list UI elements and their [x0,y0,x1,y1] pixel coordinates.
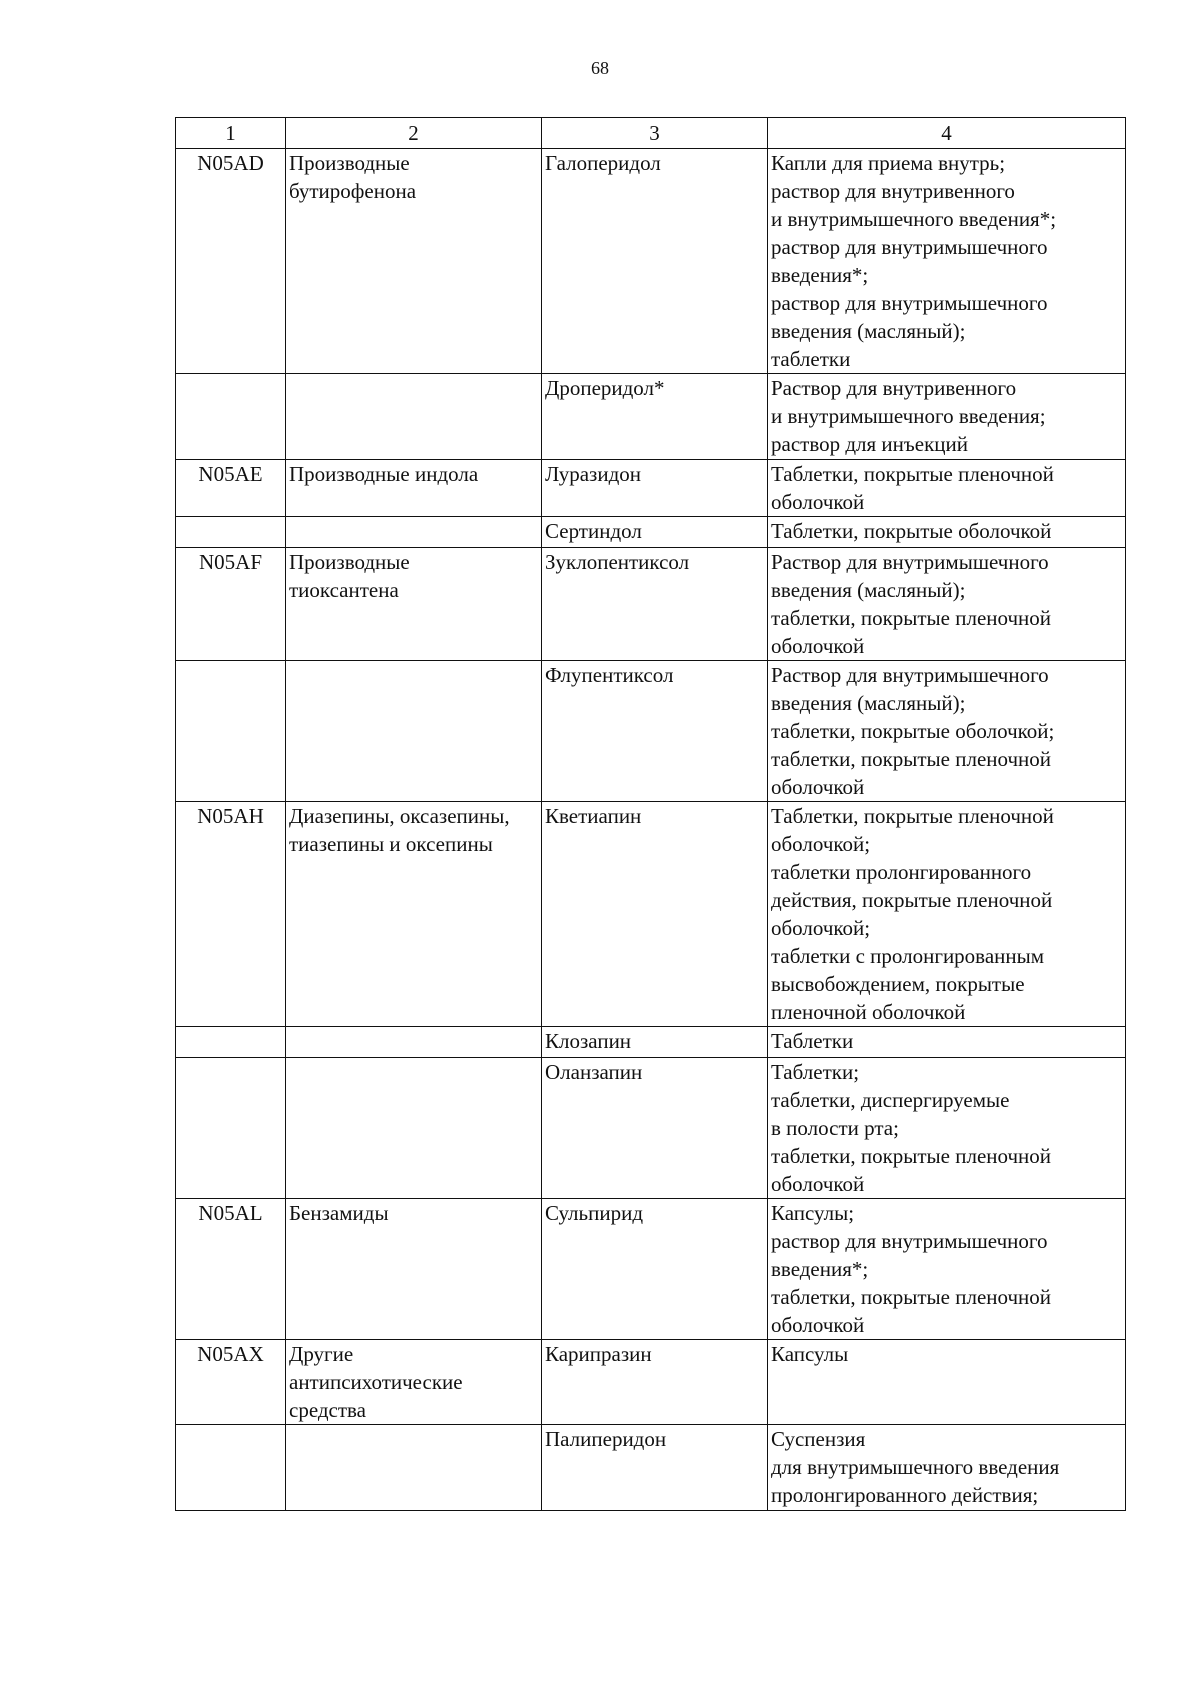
dosage-form-cell: Таблетки, покрытые пленочной оболочкой; таблетки пролонгированного действия, покрытые пленочной оболочкой; таблетки с пролонгированным высвобождением, покрытые пленочной оболочкой [768,802,1126,1027]
drug-name-cell: Сертиндол [542,517,768,548]
column-header: 1 [176,118,286,149]
atc-code-cell [176,1027,286,1058]
group-name-cell: Диазепины, оксазепины, тиазепины и оксепины [286,802,542,1027]
group-name-cell [286,1425,542,1511]
dosage-form-cell: Таблетки [768,1027,1126,1058]
page-number: 68 [591,58,609,78]
group-name-cell: Другие антипсихотические средства [286,1340,542,1425]
table-row [176,1340,1126,1425]
atc-code-cell [176,374,286,460]
table-row [176,802,1126,1027]
column-header: 3 [542,118,768,149]
drug-table [175,117,1126,1511]
drug-name-cell: Карипразин [542,1340,768,1425]
dosage-form-cell: Таблетки, покрытые пленочной оболочкой [768,460,1126,517]
atc-code-cell [176,1425,286,1511]
group-name-cell [286,1058,542,1199]
table-row [176,548,1126,661]
atc-code-cell: N05AF [176,548,286,661]
group-name-cell [286,517,542,548]
table-row [176,1058,1126,1199]
table-row [176,374,1126,460]
group-name-cell: Производные индола [286,460,542,517]
atc-code-cell: N05AX [176,1340,286,1425]
group-name-cell: Бензамиды [286,1199,542,1340]
drug-name-cell: Луразидон [542,460,768,517]
atc-code-cell [176,661,286,802]
drug-name-cell: Оланзапин [542,1058,768,1199]
drug-name-cell: Дроперидол* [542,374,768,460]
drug-name-cell: Галоперидол [542,149,768,374]
drug-name-cell: Клозапин [542,1027,768,1058]
drug-name-cell: Флупентиксол [542,661,768,802]
table-header-row [176,118,1126,149]
dosage-form-cell: Капсулы [768,1340,1126,1425]
table-row [176,1425,1126,1511]
atc-code-cell [176,1058,286,1199]
atc-code-cell: N05AH [176,802,286,1027]
column-header: 2 [286,118,542,149]
column-header: 4 [768,118,1126,149]
group-name-cell [286,661,542,802]
atc-code-cell: N05AE [176,460,286,517]
dosage-form-cell: Таблетки; таблетки, диспергируемые в полости рта; таблетки, покрытые пленочной оболочкой [768,1058,1126,1199]
group-name-cell: Производные бутирофенона [286,149,542,374]
dosage-form-cell: Капли для приема внутрь; раствор для внутривенного и внутримышечного введения*; раствор для внутримышечного введения*; раствор для внутримышечного введения (масляный); таблетки [768,149,1126,374]
atc-code-cell [176,517,286,548]
dosage-form-cell: Раствор для внутримышечного введения (масляный); таблетки, покрытые пленочной оболочкой [768,548,1126,661]
atc-code-cell: N05AL [176,1199,286,1340]
group-name-cell [286,374,542,460]
drug-name-cell: Зуклопентиксол [542,548,768,661]
table-row [176,517,1126,548]
dosage-form-cell: Капсулы; раствор для внутримышечного введения*; таблетки, покрытые пленочной оболочкой [768,1199,1126,1340]
table-row [176,460,1126,517]
table-row [176,1027,1126,1058]
dosage-form-cell: Таблетки, покрытые оболочкой [768,517,1126,548]
drug-name-cell: Кветиапин [542,802,768,1027]
atc-code-cell: N05AD [176,149,286,374]
table-row [176,149,1126,374]
dosage-form-cell: Раствор для внутримышечного введения (масляный); таблетки, покрытые оболочкой; таблетки, покрытые пленочной оболочкой [768,661,1126,802]
dosage-form-cell: Суспензия для внутримышечного введения пролонгированного действия; [768,1425,1126,1511]
dosage-form-cell: Раствор для внутривенного и внутримышечного введения; раствор для инъекций [768,374,1126,460]
drug-name-cell: Сульпирид [542,1199,768,1340]
group-name-cell [286,1027,542,1058]
drug-name-cell: Палиперидон [542,1425,768,1511]
table-row [176,1199,1126,1340]
table-row [176,661,1126,802]
group-name-cell: Производные тиоксантена [286,548,542,661]
